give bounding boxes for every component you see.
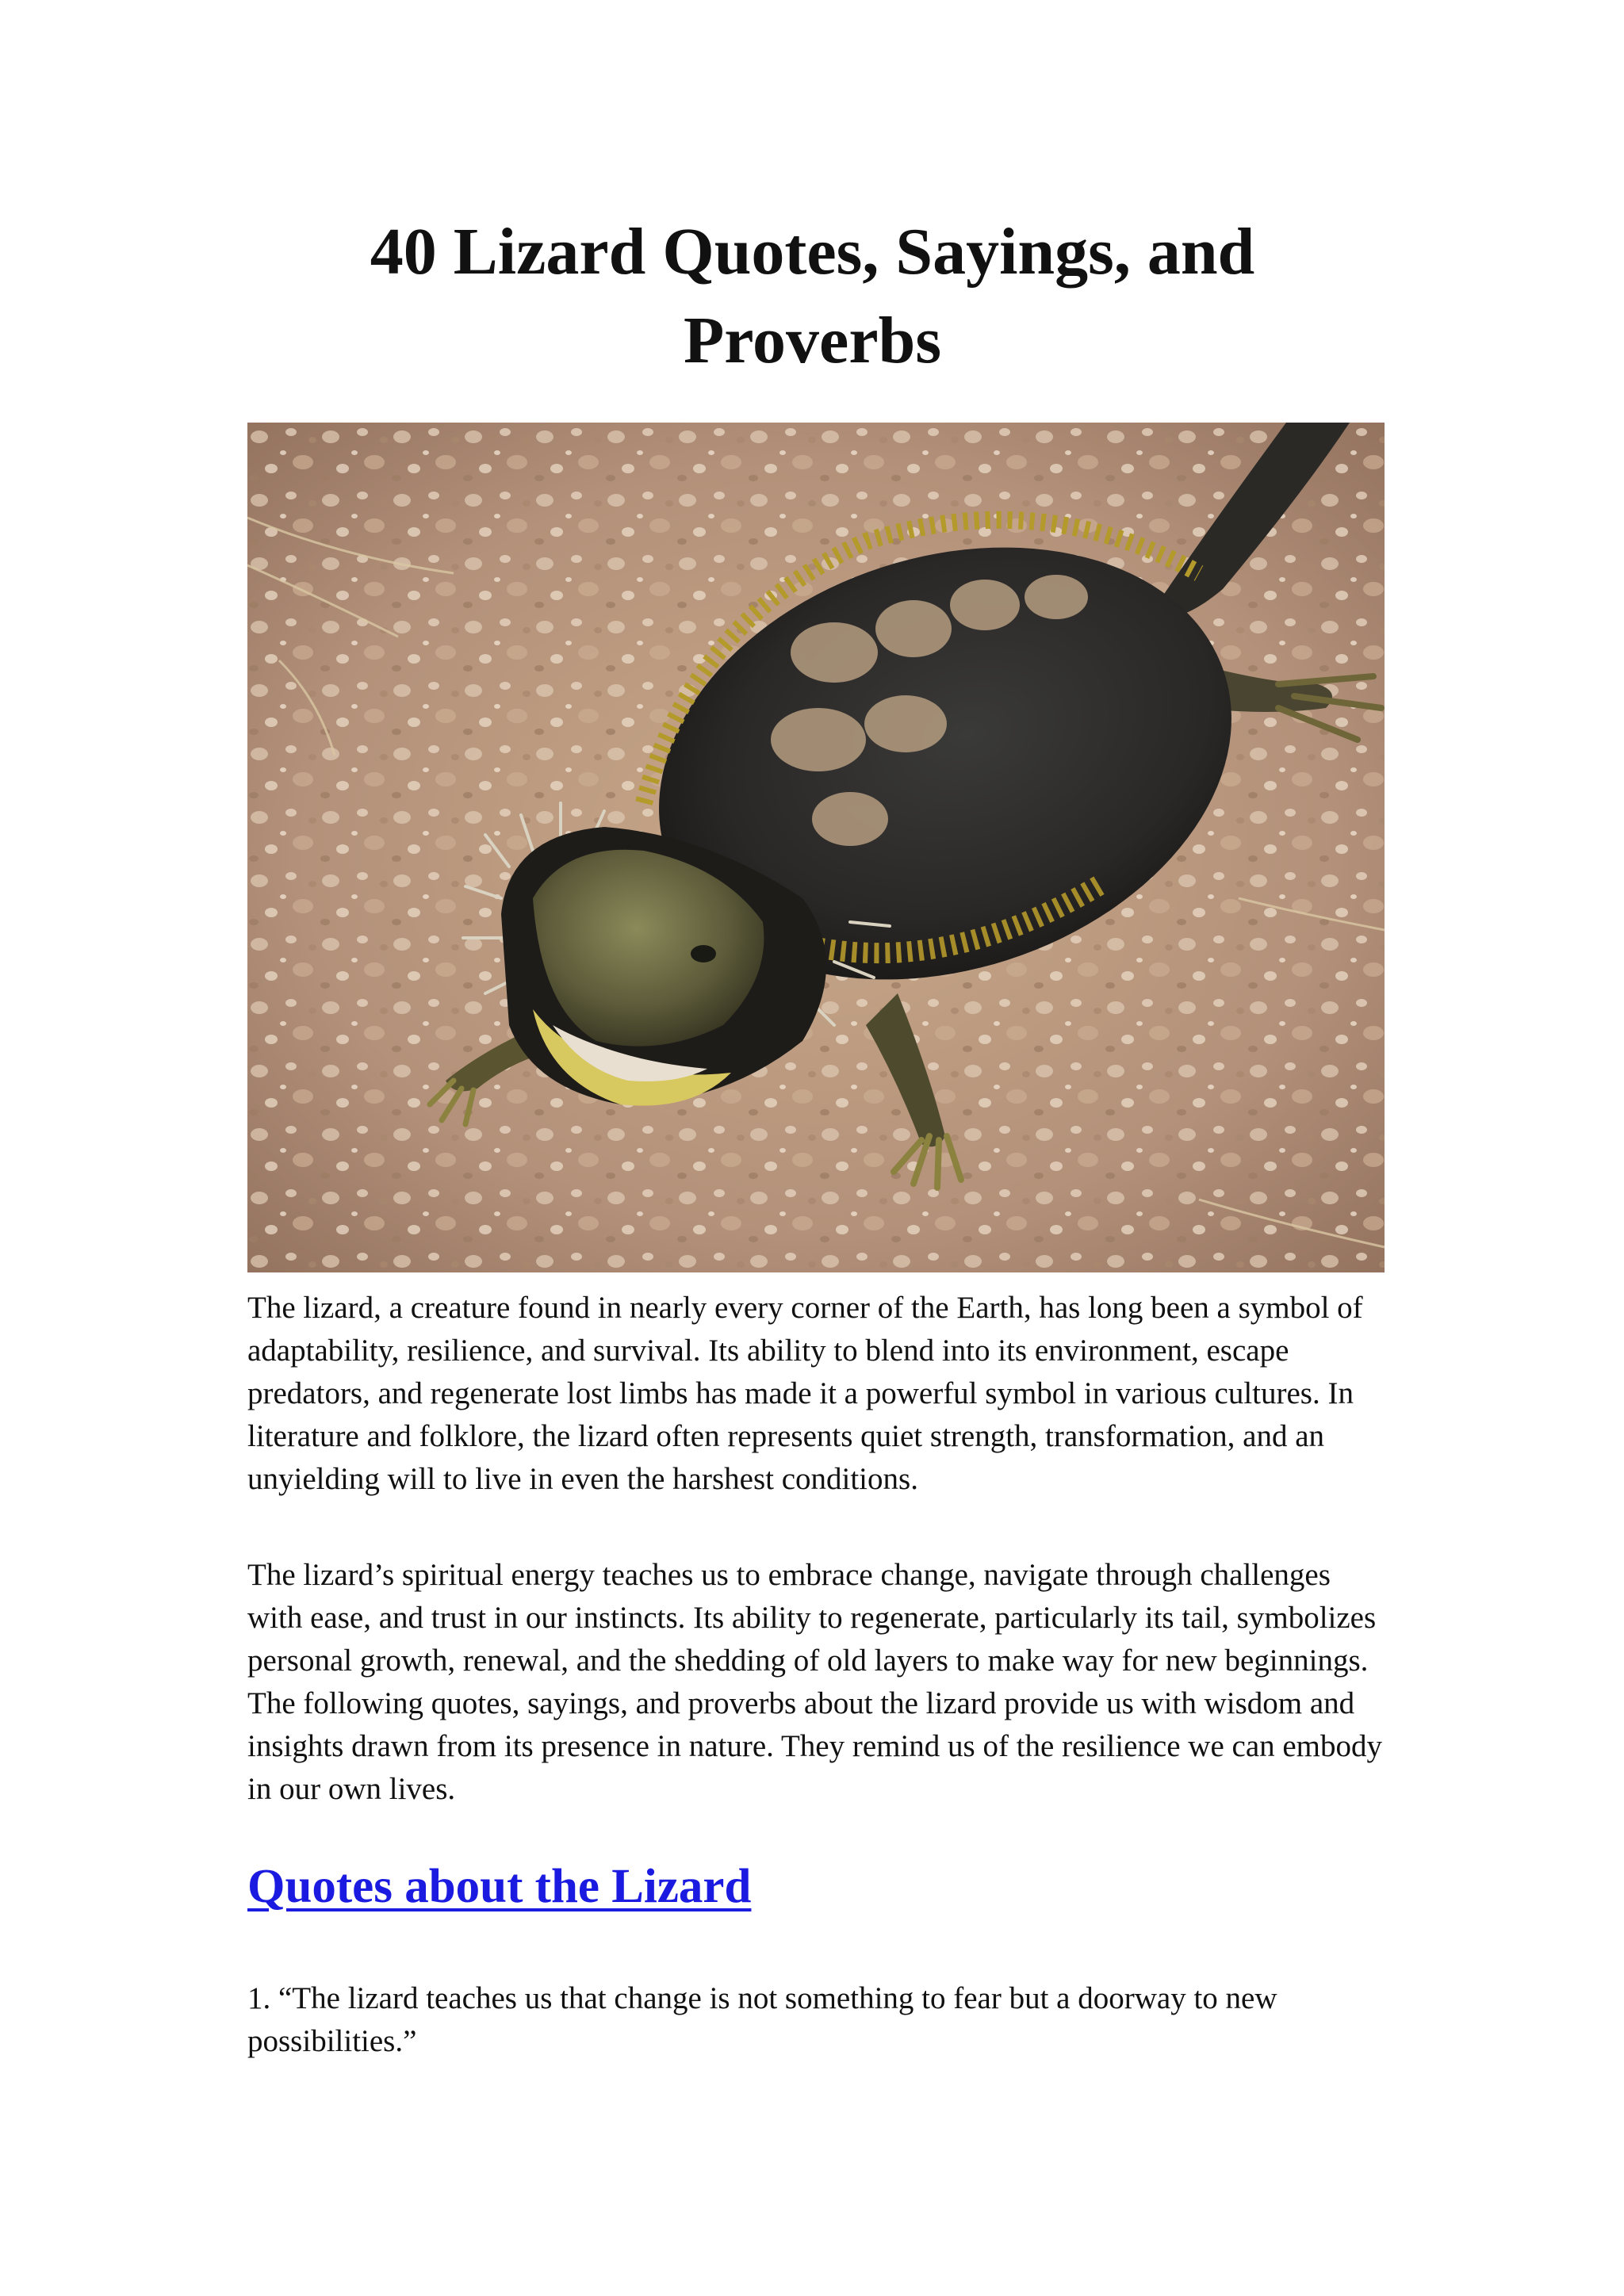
intro-paragraph-2: The lizard’s spiritual energy teaches us to embrace change, navigate through challenges with ease, and trust in our instincts. Its ability to regenerate, particularly its tail, symbolizes personal growth, renewal, and the shedding of old layers to make way for new beginnings. The following quotes, sayings, and proverbs about the lizard provide us with wisdom and insights drawn from its presence in nature. They remind us of the resilience we can embody in our own lives. [247, 1558, 1383, 1806]
intro-paragraph-1: The lizard, a creature found in nearly every corner of the Earth, has long been a symbol of adaptability, resilience, and survival. Its ability to blend into its environment, escape predators, and regenerate lost limbs has made it a powerful symbol in various cultures. In literature and folklore, the lizard often represents quiet strength, transformation, and an unyielding will to live in even the harshest conditions. [247, 1291, 1363, 1496]
lizard-photo [247, 423, 1385, 1272]
article-title: 40 Lizard Quotes, Sayings, and Proverbs [370, 215, 1255, 377]
lizard-illustration [247, 423, 1385, 1272]
quote-item-1: 1. “The lizard teaches us that change is not something to fear but a doorway to new possibilities.” [247, 1981, 1277, 2058]
section-heading-quotes-link[interactable]: Quotes about the Lizard [247, 1860, 752, 1913]
